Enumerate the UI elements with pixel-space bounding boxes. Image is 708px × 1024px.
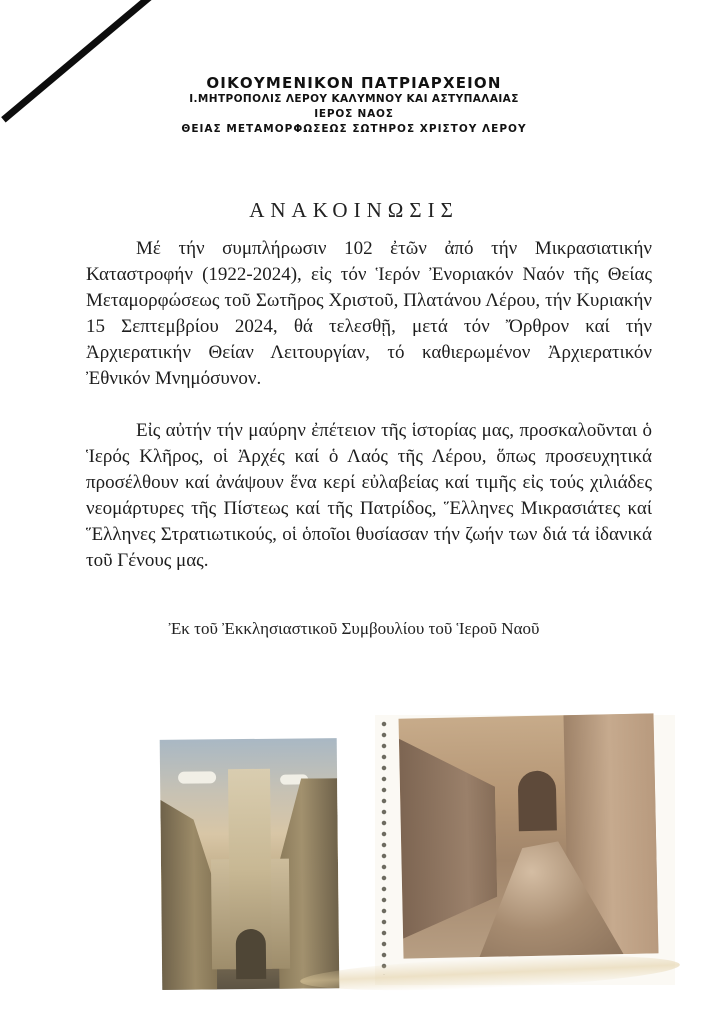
signature: Ἐκ τοῦ Ἐκκλησιαστικοῦ Συμβουλίου τοῦ Ἱεροῦ Ναοῦ <box>168 619 540 638</box>
letterhead-church-name: ΘΕΙΑΣ ΜΕΤΑΜΟΡΦΩΣΕΩΣ ΣΩΤΗΡΟΣ ΧΡΙΣΤΟΥ ΛΕΡΟΥ <box>181 123 527 135</box>
announcement-paragraph-1 <box>86 236 652 392</box>
postcard-bell-tower-image <box>160 738 340 990</box>
announcement-title: ΑΝΑΚΟΙΝΩΣΙΣ <box>249 198 459 222</box>
archway-shape <box>236 929 267 979</box>
letterhead-church: ΙΕΡΟΣ ΝΑΟΣ <box>314 108 394 120</box>
announcement-paragraph-2 <box>86 418 652 574</box>
cloud-shape <box>178 771 216 783</box>
photo-area <box>0 700 708 1024</box>
letterhead <box>0 74 708 137</box>
wall-left-shape <box>399 737 498 939</box>
paragraph-text: Εἰς αὐτήν τήν μαύρην ἐπέτειον τῆς ἱστορίας μας, προσκαλοῦνται ὁ Ἱερός Κλῆρος, οἱ Ἀρχές καί ὁ Λαός τῆς Λέρου, ὅπως προσευχητικά προσέλθουν καί ἀνάψουν ἕνα κερί εὐλαβείας καί τιμῆς εἰς τούς χιλιάδες νεομάρτυρες τῆς Πίστεως καί τῆς Πατρίδος, Ἕλληνες Μικρασιάτες καί Ἕλληνες Στρατιωτικούς, οἱ ὁποῖοι θυσίασαν τήν ζωήν των διά τά ἰδανικά τοῦ Γένους μας. <box>86 420 652 571</box>
letterhead-patriarchate: ΟΙΚΟΥΜΕΝΙΚΟΝ ΠΑΤΡΙΑΡΧΕΙΟΝ <box>206 74 502 92</box>
gate-arch-shape <box>518 770 557 831</box>
letterhead-metropolis: Ι.ΜΗΤΡΟΠΟΛΙΣ ΛΕΡΟΥ ΚΑΛΥΜΝΟΥ ΚΑΙ ΑΣΤΥΠΑΛΑΙΑΣ <box>189 93 519 105</box>
paragraph-text: Μέ τήν συμπλήρωσιν 102 ἐτῶν ἀπό τήν Μικρασιατικήν Καταστροφήν (1922-2024), εἰς τόν Ἱερόν Ἐνοριακόν Ναόν τῆς Θείας Μεταμορφώσεως τοῦ Σωτῆρος Χριστοῦ, Πλατάνου Λέρου, τήν Κυριακήν 15 Σεπτεμβρίου 2024, θά τελεσθῇ, μετά τόν Ὄρθρον καί τήν Ἀρχιερατικήν Θείαν Λειτουργίαν, τό καθιερωμένον Ἀρχιερατικόν Ἐθνικόν Μνημόσυνον. <box>86 238 652 389</box>
building-left-shape <box>160 799 217 990</box>
ruins-photo-image <box>399 713 659 958</box>
album-spiral-binding <box>380 720 394 975</box>
